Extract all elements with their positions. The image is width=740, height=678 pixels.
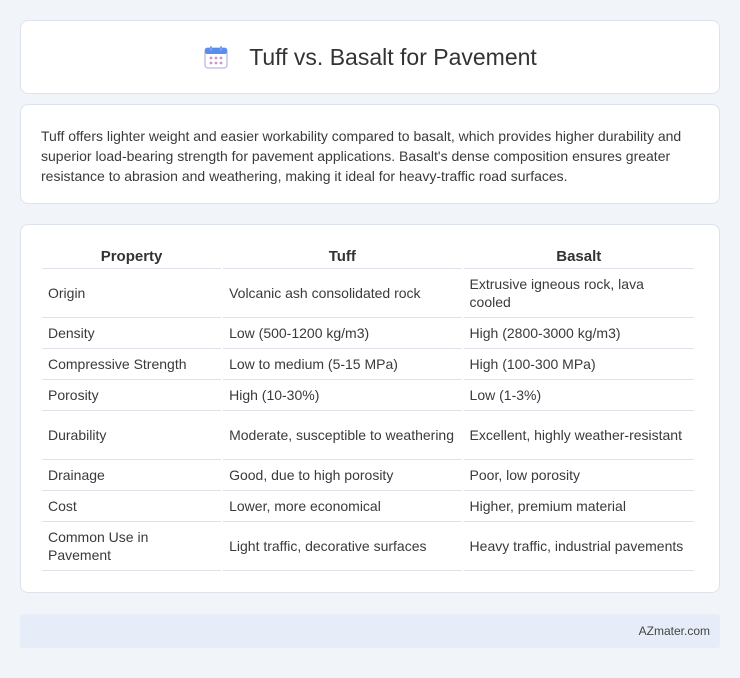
cell-property: Compressive Strength — [42, 349, 221, 380]
cell-property: Origin — [42, 269, 221, 318]
header-tuff: Tuff — [223, 245, 461, 269]
cell-property: Common Use in Pavement — [42, 522, 221, 571]
cell-tuff: Low (500-1200 kg/m3) — [223, 318, 461, 349]
comparison-table-card — [20, 224, 720, 593]
header-property: Property — [42, 245, 221, 269]
calendar-icon — [203, 44, 229, 70]
cell-basalt: Higher, premium material — [464, 491, 694, 522]
table-row — [42, 491, 694, 522]
cell-tuff: Moderate, susceptible to weathering — [223, 411, 461, 460]
cell-tuff: Good, due to high porosity — [223, 460, 461, 491]
cell-tuff: Volcanic ash consolidated rock — [223, 269, 461, 318]
cell-basalt: Poor, low porosity — [464, 460, 694, 491]
table-row — [42, 269, 694, 318]
cell-tuff: Light traffic, decorative surfaces — [223, 522, 461, 571]
cell-tuff: Low to medium (5-15 MPa) — [223, 349, 461, 380]
cell-tuff: Lower, more economical — [223, 491, 461, 522]
footer — [20, 614, 720, 648]
intro-card — [20, 104, 720, 204]
comparison-table — [40, 245, 696, 571]
cell-property: Cost — [42, 491, 221, 522]
cell-basalt: Excellent, highly weather-resistant — [464, 411, 694, 460]
table-row — [42, 318, 694, 349]
cell-property: Porosity — [42, 380, 221, 411]
table-row — [42, 522, 694, 571]
table-row — [42, 349, 694, 380]
cell-basalt: Low (1-3%) — [464, 380, 694, 411]
table-row — [42, 380, 694, 411]
header-basalt: Basalt — [464, 245, 694, 269]
table-row — [42, 460, 694, 491]
title-card — [20, 20, 720, 94]
cell-property: Density — [42, 318, 221, 349]
footer-site-link[interactable]: AZmater.com — [638, 624, 710, 638]
cell-basalt: Heavy traffic, industrial pavements — [464, 522, 694, 571]
intro-text: Tuff offers lighter weight and easier workability compared to basalt, which provides higher durability and superior load-bearing strength for pavement applications. Basalt's dense composition ensures greater resistance to abrasion and weathering, making it ideal for heavy-traffic road surfaces. — [41, 128, 682, 184]
cell-basalt: High (2800-3000 kg/m3) — [464, 318, 694, 349]
cell-property: Durability — [42, 411, 221, 460]
page-title: Tuff vs. Basalt for Pavement — [249, 43, 537, 70]
cell-property: Drainage — [42, 460, 221, 491]
table-header-row — [42, 245, 694, 269]
cell-tuff: High (10-30%) — [223, 380, 461, 411]
cell-basalt: Extrusive igneous rock, lava cooled — [464, 269, 694, 318]
cell-basalt: High (100-300 MPa) — [464, 349, 694, 380]
table-row — [42, 411, 694, 460]
